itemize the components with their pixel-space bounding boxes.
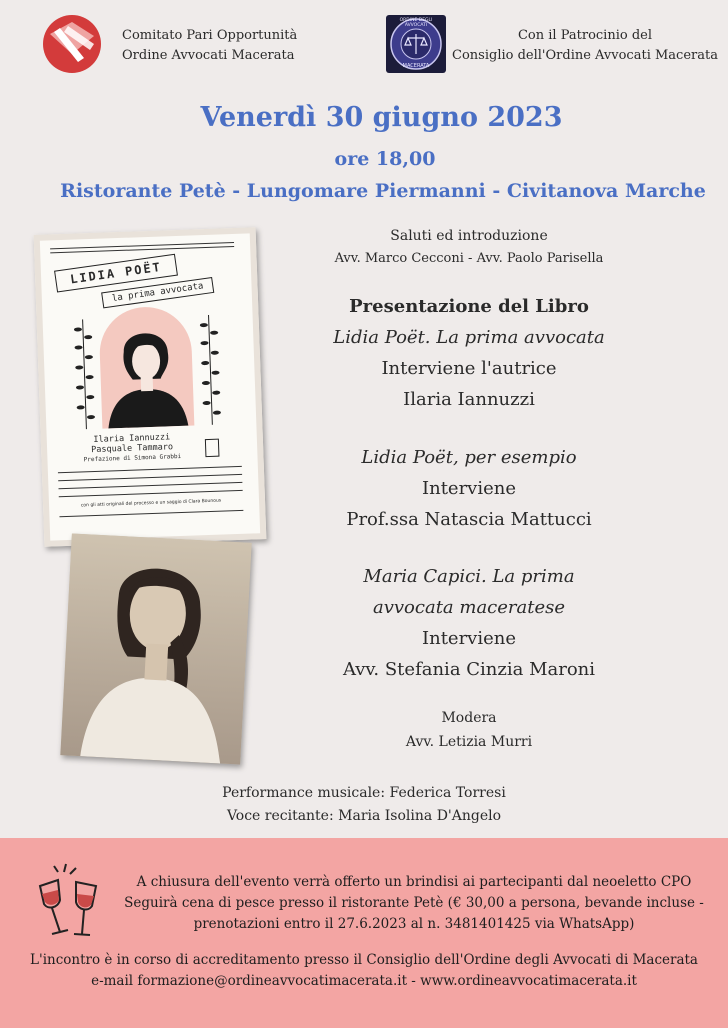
committee-name: [122, 26, 297, 66]
book3-title-line2: avvocata maceratese: [372, 597, 566, 618]
moderator-label: Modera: [441, 710, 497, 726]
footer-contacts: e-mail formazione@ordineavvocatimacerata.it - www.ordineavvocatimacerata.it: [91, 973, 637, 989]
committee-line1: Comitato Pari Opportunità: [122, 28, 298, 43]
voice-performance: Voce recitante: Maria Isolina D'Angelo: [226, 808, 502, 824]
footer-dinner-note: Seguirà cena di pesce presso il ristorante Petè (€ 30,00 a persona, bevande incluse -: [124, 895, 704, 911]
left-leaf-ornament: [73, 319, 97, 430]
footer-toast-note: A chiusura dell'evento verrà offerto un brindisi ai partecipanti dal neoeletto CPO: [136, 874, 692, 890]
portrait-illustration: [103, 320, 191, 429]
book2-title: Lidia Poët, per esempio: [361, 447, 577, 468]
moderator-name: Avv. Letizia Murri: [405, 734, 533, 750]
book3-intervention: Interviene: [421, 628, 517, 649]
footer-booking-note: prenotazioni entro il 27.6.2023 al n. 3481401425 via WhatsApp): [193, 916, 635, 932]
footer-accreditation: L'incontro è in corso di accreditamento presso il Consiglio dell'Ordine degli Avvocati di Macerata: [30, 952, 698, 968]
event-time: ore 18,00: [334, 148, 436, 170]
patronage-line2: Consiglio dell'Ordine Avvocati Macerata: [452, 48, 718, 63]
event-place: Ristorante Petè - Lungomare Piermanni - Civitanova Marche: [60, 180, 706, 202]
book1-intervention: Interviene l'autrice: [381, 358, 557, 379]
bar-association-seal: [385, 14, 447, 74]
music-performance: Performance musicale: Federica Torresi: [222, 785, 506, 801]
patronage: [450, 26, 720, 66]
book1-title: Lidia Poët. La prima avvocata: [333, 327, 605, 348]
book2-speaker: Prof.ssa Natascia Mattucci: [346, 509, 592, 530]
seal-bottom-text: MACERATA: [402, 63, 430, 69]
book-preface: Prefazione di Simona Grabbi: [83, 452, 182, 464]
historical-portrait-photo: [60, 533, 251, 764]
book1-speaker: Ilaria Iannuzzi: [403, 389, 535, 410]
book-author2: Pasquale Tammaro: [91, 442, 174, 456]
patronage-line1: Con il Patrocinio del: [517, 28, 652, 43]
book-subtitle: la prima avvocata: [101, 277, 214, 308]
book3-title-line1: Maria Capici. La prima: [363, 566, 575, 587]
presentation-title: Presentazione del Libro: [349, 296, 589, 317]
book-bottom-note: con gli atti originali del processo e un saggio di Clara Bounous: [80, 498, 222, 509]
book3-speaker: Avv. Stefania Cinzia Maroni: [342, 659, 596, 680]
book-title: LIDIA POËT: [54, 254, 178, 293]
greetings-title: Saluti ed introduzione: [390, 228, 548, 244]
publisher-logo: [205, 439, 220, 457]
book-cover-image: [34, 227, 267, 547]
event-date: Venerdì 30 giugno 2023: [200, 102, 563, 133]
seal-top-text: ORDINE DEGLI AVVOCATI: [399, 18, 433, 28]
right-leaf-ornament: [199, 315, 223, 426]
toast-glasses-icon: [30, 858, 108, 940]
book-author1: Ilaria Iannuzzi: [93, 432, 171, 446]
cpo-logo: [42, 14, 102, 74]
footer-band: [0, 838, 728, 1028]
book2-intervention: Interviene: [421, 478, 517, 499]
greetings-speakers: Avv. Marco Cecconi - Avv. Paolo Parisella: [334, 251, 604, 266]
committee-line2: Ordine Avvocati Macerata: [122, 48, 295, 63]
